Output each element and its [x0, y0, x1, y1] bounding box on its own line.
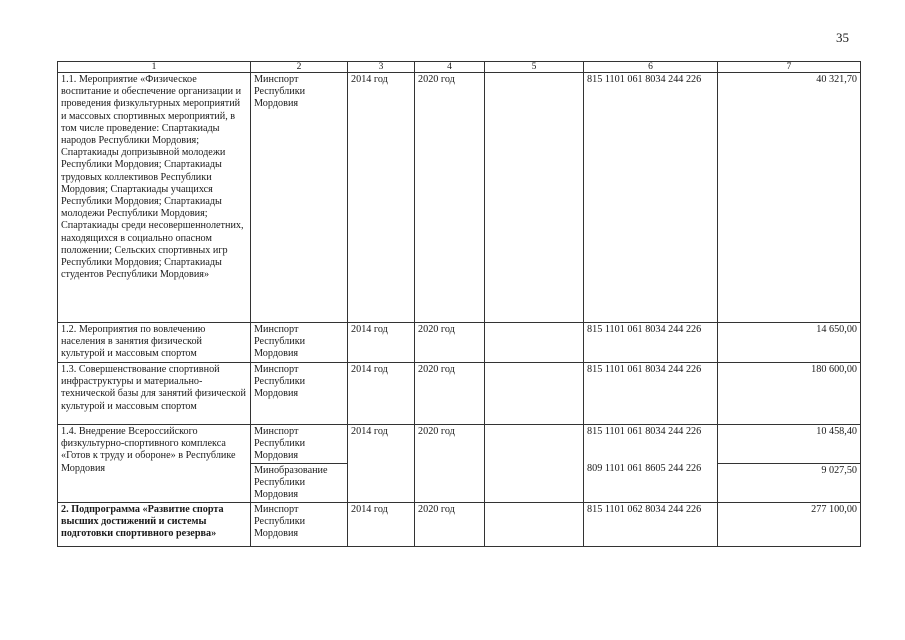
executor-cell: Минспорт Республики Мордовия [251, 73, 348, 323]
event-name-cell: 1.4. Внедрение Всероссийского физкультурно-спортивного комплекса «Готов к труду и обороне» в Республике Мордовия [58, 425, 251, 503]
subprogram-name-cell: 2. Подпрограмма «Развитие спорта высших достижений и системы подготовки спортивного резерва» [58, 502, 251, 546]
column-header-7: 7 [718, 62, 861, 73]
budget-code-cell: 815 1101 061 8034 244 226 [584, 323, 718, 363]
budget-code-secondary: 809 1101 061 8605 244 226 [587, 463, 702, 474]
event-name-cell: 1.1. Мероприятие «Физическое воспитание и обеспечение организации и проведения физкультурных мероприятий и массовых спортивных мероприятий, в том числе проведение: Спартакиады народов Республики Мордовия; Спартакиады допризывной молодежи Республики Мордовия; Спартакиады трудовых коллективов Республики Мордовия; Спартакиады учащихся Республики Мордовия; Спартакиады молодежи Республики Мордовия; Спартакиады среди несовершеннолетних, находящихся в социально опасном положении; Сельских спортивных игр Республики Мордовия; Спартакиады студентов Республики Мордовия» [58, 73, 251, 323]
amount-cell [718, 425, 861, 503]
budget-code-cell: 815 1101 061 8034 244 226 [584, 363, 718, 425]
end-year-cell: 2020 год [415, 73, 485, 323]
end-year-cell: 2020 год [415, 323, 485, 363]
column-header-3: 3 [348, 62, 415, 73]
start-year-cell: 2014 год [348, 363, 415, 425]
budget-code-cell: 815 1101 061 8034 244 226 [584, 73, 718, 323]
start-year-cell: 2014 год [348, 502, 415, 546]
amount-primary: 10 458,40 [816, 426, 857, 437]
amount-cell: 277 100,00 [718, 502, 861, 546]
start-year-cell: 2014 год [348, 73, 415, 323]
budget-code-primary: 815 1101 061 8034 244 226 [587, 426, 702, 437]
column-5-cell [485, 425, 584, 503]
table-row [58, 323, 861, 363]
budget-code-cell [584, 425, 718, 503]
executor-cell: Минспорт Республики Мордовия [251, 323, 348, 363]
table-row [58, 363, 861, 425]
event-name-cell: 1.2. Мероприятия по вовлечению населения в занятия физической культурой и массовым спортом [58, 323, 251, 363]
table-row [58, 425, 861, 503]
start-year-cell: 2014 год [348, 425, 415, 503]
page-number: 35 [836, 30, 849, 45]
column-5-cell [485, 363, 584, 425]
budget-code-cell: 815 1101 062 8034 244 226 [584, 502, 718, 546]
column-header-2: 2 [251, 62, 348, 73]
executor-secondary: Минобразование Республики Мордовия [251, 463, 347, 502]
executor-cell [251, 425, 348, 503]
column-5-cell [485, 502, 584, 546]
executor-cell: Минспорт Республики Мордовия [251, 363, 348, 425]
end-year-cell: 2020 год [415, 502, 485, 546]
table-row [58, 73, 861, 323]
event-name-cell: 1.3. Совершенствование спортивной инфраструктуры и материально-технической базы для занятий физической культурой и массовым спортом [58, 363, 251, 425]
start-year-cell: 2014 год [348, 323, 415, 363]
column-5-cell [485, 323, 584, 363]
end-year-cell: 2020 год [415, 425, 485, 503]
amount-secondary: 9 027,50 [718, 463, 860, 477]
column-5-cell [485, 73, 584, 323]
header-row [58, 62, 861, 73]
executor-primary: Минспорт Республики Мордовия [254, 426, 306, 462]
budget-table [57, 61, 861, 547]
column-header-6: 6 [584, 62, 718, 73]
amount-cell: 14 650,00 [718, 323, 861, 363]
amount-cell: 180 600,00 [718, 363, 861, 425]
column-header-4: 4 [415, 62, 485, 73]
table-row [58, 502, 861, 546]
column-header-5: 5 [485, 62, 584, 73]
executor-cell: Минспорт Республики Мордовия [251, 502, 348, 546]
column-header-1: 1 [58, 62, 251, 73]
amount-cell: 40 321,70 [718, 73, 861, 323]
end-year-cell: 2020 год [415, 363, 485, 425]
